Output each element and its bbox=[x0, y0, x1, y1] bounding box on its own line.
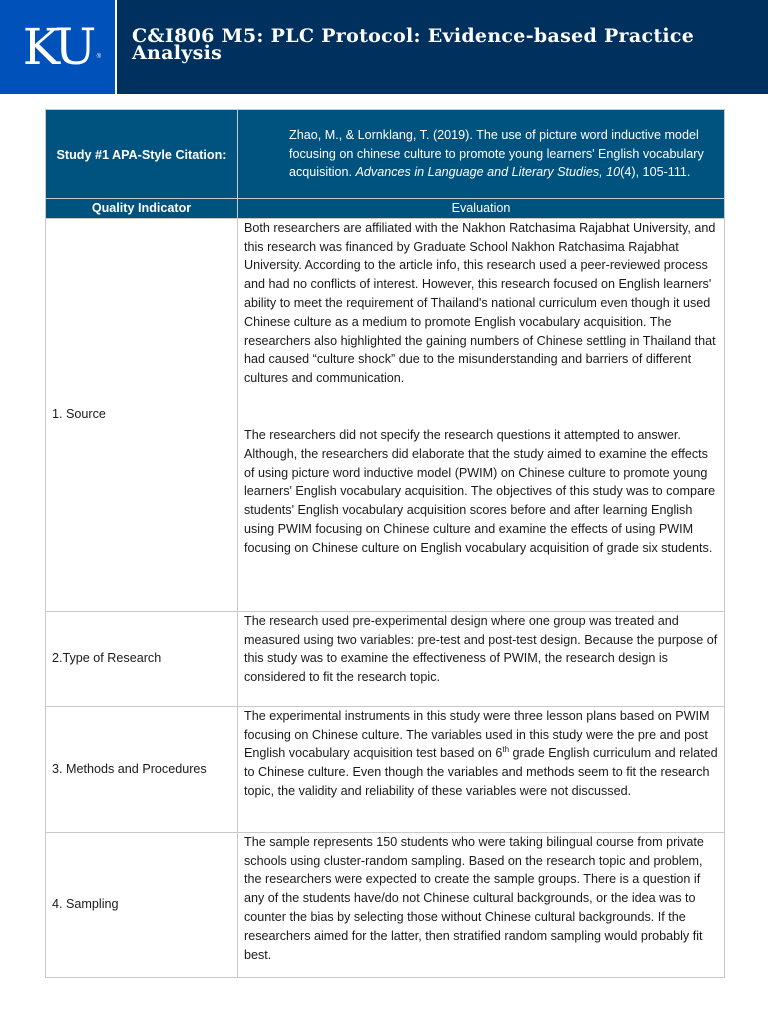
table-row bbox=[46, 706, 725, 832]
table-row bbox=[46, 832, 725, 977]
row-label: 4. Sampling bbox=[46, 832, 238, 977]
page-title-line-1: C&I806 M5: PLC Protocol: Evidence-based Practice bbox=[132, 25, 695, 47]
page-title-line-2: Analysis bbox=[132, 42, 223, 64]
ku-logo bbox=[0, 0, 117, 94]
evaluation-text-part: grade English curriculum and related to Chinese culture. Even though the variables and methods seem to fit the research topic, the validity and reliability of these variables were not discussed. bbox=[244, 746, 718, 798]
row-evaluation bbox=[238, 706, 725, 832]
table-row bbox=[46, 611, 725, 706]
citation-label: Study #1 APA-Style Citation: bbox=[46, 110, 238, 199]
row-label: 3. Methods and Procedures bbox=[46, 706, 238, 832]
citation-row bbox=[46, 110, 725, 199]
registered-mark: ® bbox=[96, 54, 101, 60]
ordinal-suffix: th bbox=[502, 745, 510, 755]
citation-journal: Advances in Language and Literary Studies, 10 bbox=[355, 165, 621, 180]
row-evaluation: The sample represents 150 students who were taking bilingual course from private schools using cluster-random sampling. Based on the research topic and problem, the researchers were expected to create the sample groups. There is a question if any of the students have/do not Chinese cultural backgrounds, or the idea was to counter the bias by selecting those without Chinese cultural backgrounds. If the researchers aimed for the latter, then stratified random sampling would probably fit best. bbox=[238, 832, 725, 977]
evaluation-paragraph: Both researchers are affiliated with the Nakhon Ratchasima Rajabhat University, and this research was financed by Graduate School Nakhon Ratchasima Rajabhat University. According to the article info, this research used a peer-reviewed process and had no conflicts of interest. However, this research focused on English learners' ability to meet the requirement of Thailand's national curriculum even though it used Chinese culture as a medium to promote English vocabulary acquisition. The researchers also highlighted the gaining numbers of Chinese settling in Thailand that had caused “culture shock” due to the misunderstanding and barriers of different cultures and communication. bbox=[244, 220, 716, 386]
table-row bbox=[46, 218, 725, 611]
citation-issue-pages: (4), 105-111. bbox=[620, 165, 691, 180]
evaluation-paragraph: The researchers did not specify the research questions it attempted to answer. Although, the researchers did elaborate that the study aimed to examine the effects of using picture word inductive model (PWIM) on Chinese culture to promote young learners' English vocabulary acquisition. The objectives of this study was to compare students' English vocabulary acquisition scores before and after learning English using PWIM focusing on Chinese culture and examine the effects of using PWIM focusing on Chinese culture on English vocabulary acquisition of grade six students. bbox=[244, 427, 716, 555]
row-evaluation bbox=[238, 218, 725, 611]
column-header-row bbox=[46, 199, 725, 219]
column-header-indicator: Quality Indicator bbox=[46, 199, 238, 219]
row-label: 2.Type of Research bbox=[46, 611, 238, 706]
row-label: 1. Source bbox=[46, 218, 238, 611]
row-evaluation: The research used pre-experimental design where one group was treated and measured using two variables: pre-test and post-test design. Because the purpose of this study was to examine the effectiveness of PWIM, the research design is considered to fit the research topic. bbox=[238, 611, 725, 706]
citation-text bbox=[238, 110, 725, 199]
evaluation-table bbox=[45, 109, 725, 978]
evaluation-text-part: The experimental instruments in this study were three lesson plans based on PWIM focusing on Chinese culture. The variables used in this study were the pre and post English vocabulary acquisition test based on 6 bbox=[244, 708, 710, 761]
citation-authors: Zhao, M., & Lornklang, T. (2019). The use of picture word inductive model focusing on chinese culture to promote young learners' English vocabulary acquisition. bbox=[289, 127, 704, 180]
page-header bbox=[0, 0, 768, 94]
logo-text: KU bbox=[22, 18, 93, 76]
column-header-evaluation: Evaluation bbox=[238, 199, 725, 219]
page-title bbox=[132, 25, 752, 64]
